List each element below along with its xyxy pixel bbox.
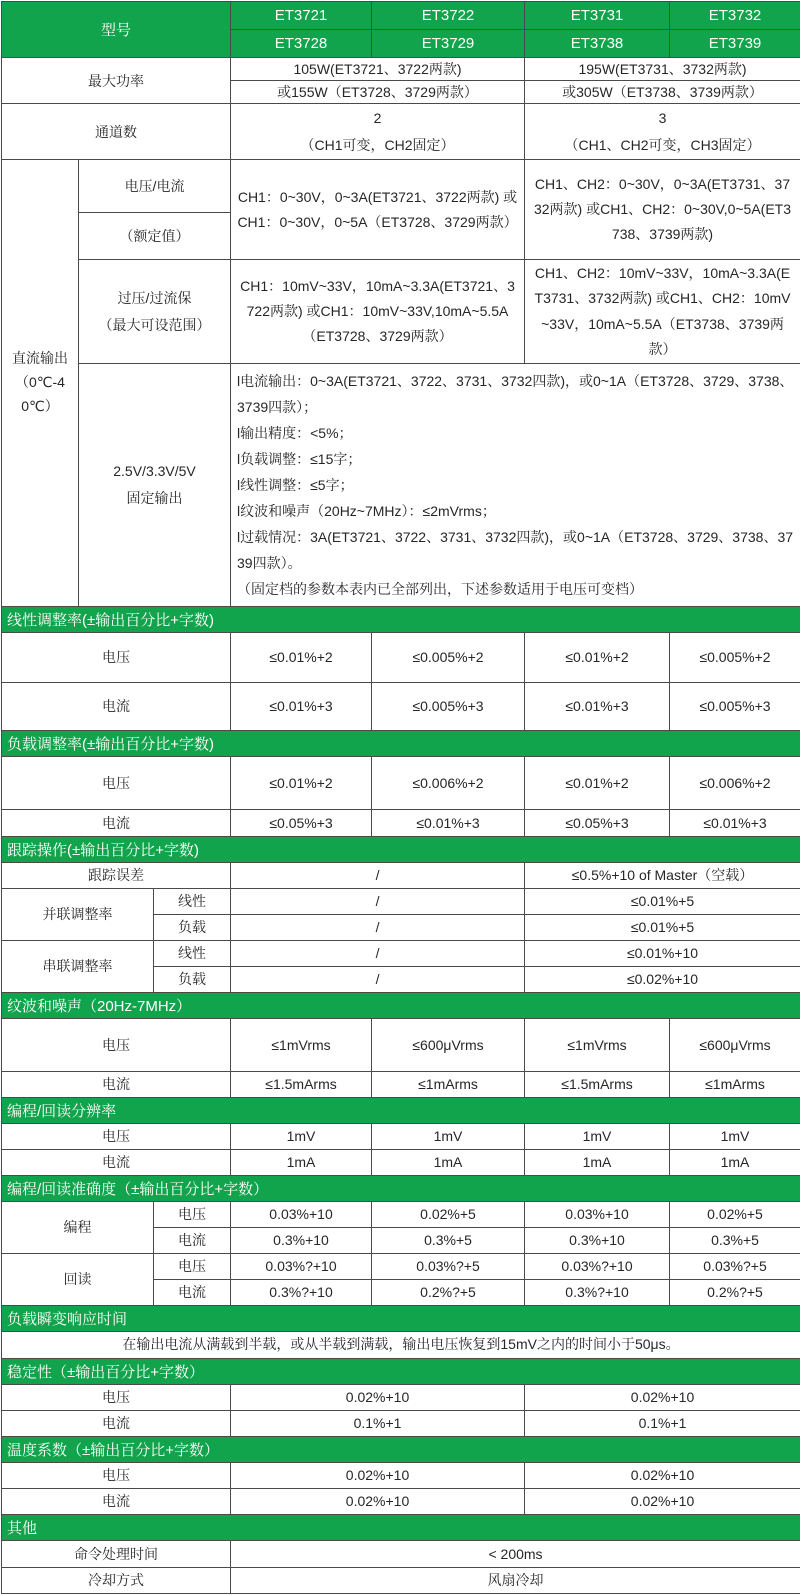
value-cell: ≤0.005%+3	[670, 682, 800, 730]
row-label-voltage: 电压	[2, 756, 231, 809]
table-row	[2, 606, 800, 632]
value-cell: ≤1mArms	[670, 1071, 800, 1097]
channels-right-desc: （CH1、CH2可变，CH3固定）	[529, 132, 796, 159]
table-row	[2, 1514, 800, 1540]
fixed-label-line2: 固定输出	[83, 485, 226, 512]
value-cell: ≤0.01%+5	[525, 914, 800, 940]
fixed-line: （固定档的参数本表内已全部列出，下述参数适用于电压可变档）	[237, 576, 794, 602]
table-row	[2, 1462, 800, 1488]
section-bar-load-reg: 负载调整率(±输出百分比+字数)	[2, 730, 800, 756]
value-cell: 1mV	[231, 1123, 372, 1149]
value-cell: ≤0.05%+3	[525, 809, 670, 836]
model-cell: ET3731	[525, 2, 670, 30]
row-label-current: 电流	[2, 1488, 231, 1514]
section-bar-linear-reg: 线性调整率(±输出百分比+字数)	[2, 606, 800, 632]
value-cell: 0.02%+10	[525, 1488, 800, 1514]
section-bar-resolution: 编程/回读分辨率	[2, 1097, 800, 1123]
max-power-left-b: 或155W（ET3728、3729两款）	[231, 81, 525, 104]
value-cell: 1mA	[525, 1149, 670, 1175]
table-row	[2, 104, 800, 160]
table-row	[2, 1149, 800, 1175]
row-label-current: 电流	[2, 809, 231, 836]
value-cell: 0.3%?+10	[231, 1279, 372, 1305]
model-cell: ET3729	[372, 30, 525, 58]
value-cell: 0.02%+5	[670, 1201, 800, 1227]
row-label-cooling: 冷却方式	[2, 1567, 231, 1593]
channels-left	[231, 104, 525, 160]
value-cell: 0.3%+10	[525, 1227, 670, 1253]
model-cell: ET3739	[670, 30, 800, 58]
value-cell: ≤600μVrms	[670, 1018, 800, 1071]
table-row	[2, 1175, 800, 1201]
value-cell: ≤0.01%+3	[231, 682, 372, 730]
value-cell: 0.03%+10	[525, 1201, 670, 1227]
sub-label-voltage: 电压	[154, 1253, 231, 1279]
sub-label-rated-1: 电压/电流	[79, 160, 231, 213]
table-row	[2, 1305, 800, 1331]
value-cell: 0.02%+10	[525, 1462, 800, 1488]
value-cell: ≤1mVrms	[231, 1018, 372, 1071]
sub-label-voltage: 电压	[154, 1201, 231, 1227]
table-row	[2, 1567, 800, 1593]
table-row	[2, 940, 800, 966]
value-cell: /	[231, 888, 525, 914]
value-cell: ≤0.01%+2	[525, 756, 670, 809]
value-cell: ≤1.5mArms	[525, 1071, 670, 1097]
table-row	[2, 632, 800, 682]
section-bar-others: 其他	[2, 1514, 800, 1540]
table-row	[2, 260, 800, 364]
row-label-current: 电流	[2, 682, 231, 730]
value-cell: ≤0.006%+2	[670, 756, 800, 809]
value-cell: 1mA	[670, 1149, 800, 1175]
value-cell: 0.3%+10	[231, 1227, 372, 1253]
row-label-command-time: 命令处理时间	[2, 1540, 231, 1567]
table-row	[2, 1018, 800, 1071]
channels-left-desc: （CH1可变，CH2固定）	[235, 132, 520, 159]
table-row	[2, 1253, 800, 1279]
fixed-line: l电流输出：0~3A(ET3721、3722、3731、3732四款)，或0~1A（ET3728、3729、3738、3739四款）；	[237, 368, 794, 420]
channels-right-count: 3	[529, 105, 796, 132]
sub-label-current: 电流	[154, 1227, 231, 1253]
section-bar-transient: 负载瞬变响应时间	[2, 1305, 800, 1331]
protection-label-line1: 过压/过流保	[83, 285, 226, 312]
value-cell: 1mV	[372, 1123, 525, 1149]
table-row	[2, 363, 800, 606]
value-cell: 0.1%+1	[525, 1410, 800, 1436]
value-cell: ≤0.01%+2	[525, 632, 670, 682]
value-cell: /	[231, 940, 525, 966]
protection-right: CH1、CH2：10mV~33V，10mA~3.3A(ET3731、3732两款) 或CH1、CH2：10mV~33V，10mA~5.5A（ET3738、3739两款）	[525, 260, 800, 364]
sub-label-current: 电流	[154, 1279, 231, 1305]
section-bar-accuracy: 编程/回读准确度（±输出百分比+字数）	[2, 1175, 800, 1201]
table-row	[2, 730, 800, 756]
table-row	[2, 1384, 800, 1410]
value-cell: 0.03%+10	[231, 1201, 372, 1227]
table-row	[2, 682, 800, 730]
table-row	[2, 1123, 800, 1149]
fixed-line: l输出精度：<5%；	[237, 420, 794, 446]
value-cell: 0.02%+5	[372, 1201, 525, 1227]
table-row	[2, 58, 800, 81]
value-cell: 1mV	[670, 1123, 800, 1149]
row-label-series-reg: 串联调整率	[2, 940, 154, 992]
value-cell: 0.02%+10	[231, 1488, 525, 1514]
row-label-voltage: 电压	[2, 1018, 231, 1071]
sub-label-protection	[79, 260, 231, 364]
value-cell: ≤1.5mArms	[231, 1071, 372, 1097]
model-header-label: 型号	[2, 2, 231, 58]
spec-table	[1, 1, 800, 1594]
value-cell: ≤0.02%+10	[525, 966, 800, 992]
table-row	[2, 809, 800, 836]
value-cell: ≤0.006%+2	[372, 756, 525, 809]
model-cell: ET3738	[525, 30, 670, 58]
row-label-channels: 通道数	[2, 104, 231, 160]
table-row	[2, 160, 800, 213]
row-label-voltage: 电压	[2, 1384, 231, 1410]
sub-label-load: 负载	[154, 966, 231, 992]
value-cell: ≤0.01%+3	[670, 809, 800, 836]
fixed-output-details	[231, 363, 800, 606]
value-cell: 0.3%?+10	[525, 1279, 670, 1305]
value-cell: 0.3%+5	[670, 1227, 800, 1253]
sub-label-load: 负载	[154, 914, 231, 940]
value-cell: 1mA	[231, 1149, 372, 1175]
value-cell: ≤0.5%+10 of Master（空载）	[525, 862, 800, 888]
model-cell: ET3732	[670, 2, 800, 30]
table-row	[2, 1488, 800, 1514]
protection-left: CH1：10mV~33V，10mA~3.3A(ET3721、3722两款) 或CH1：10mV~33V,10mA~5.5A（ET3728、3729两款）	[231, 260, 525, 364]
transient-description: 在输出电流从满载到半载，或从半载到满载，输出电压恢复到15mV之内的时间小于50μs。	[2, 1331, 800, 1358]
sub-label-rated-2: （额定值）	[79, 213, 231, 260]
table-row	[2, 2, 800, 30]
value-cell: ≤0.005%+2	[670, 632, 800, 682]
fixed-label-line1: 2.5V/3.3V/5V	[83, 458, 226, 485]
value-cell: ≤0.01%+10	[525, 940, 800, 966]
value-cell: 0.02%+10	[525, 1384, 800, 1410]
row-label-tracking-error: 跟踪误差	[2, 862, 231, 888]
row-label-voltage: 电压	[2, 632, 231, 682]
model-cell: ET3728	[231, 30, 372, 58]
value-cell: ≤0.01%+2	[231, 756, 372, 809]
fixed-line: l线性调整：≤5字；	[237, 472, 794, 498]
table-row	[2, 992, 800, 1018]
value-cell: 0.2%?+5	[670, 1279, 800, 1305]
fixed-line: l负载调整：≤15字；	[237, 446, 794, 472]
rated-right: CH1、CH2：0~30V，0~3A(ET3731、3732两款) 或CH1、CH2：0~30V,0~5A(ET3738、3739两款)	[525, 160, 800, 260]
fixed-line: l纹波和噪声（20Hz~7MHz）：≤2mVrms；	[237, 498, 794, 524]
section-bar-tracking: 跟踪操作(±输出百分比+字数)	[2, 836, 800, 862]
value-cell: ≤0.05%+3	[231, 809, 372, 836]
row-label-voltage: 电压	[2, 1462, 231, 1488]
value-cell: ≤0.01%+5	[525, 888, 800, 914]
table-row	[2, 1410, 800, 1436]
table-row	[2, 1436, 800, 1462]
value-cell: 1mA	[372, 1149, 525, 1175]
table-row	[2, 1358, 800, 1384]
value-cell: ≤1mArms	[372, 1071, 525, 1097]
row-label-readback: 回读	[2, 1253, 154, 1305]
table-row	[2, 1540, 800, 1567]
table-row	[2, 1097, 800, 1123]
row-label-voltage: 电压	[2, 1123, 231, 1149]
sub-label-linear: 线性	[154, 940, 231, 966]
table-row	[2, 1201, 800, 1227]
value-cell: ≤0.01%+3	[525, 682, 670, 730]
row-label-current: 电流	[2, 1149, 231, 1175]
value-cell: 风扇冷却	[231, 1567, 800, 1593]
value-cell: ≤0.01%+2	[231, 632, 372, 682]
table-row	[2, 756, 800, 809]
value-cell: 0.03%?+5	[670, 1253, 800, 1279]
table-row	[2, 1071, 800, 1097]
channels-right	[525, 104, 800, 160]
value-cell: ≤0.005%+2	[372, 632, 525, 682]
rated-left: CH1：0~30V，0~3A(ET3721、3722两款) 或CH1：0~30V，0~5A（ET3728、3729两款）	[231, 160, 525, 260]
sub-label-linear: 线性	[154, 888, 231, 914]
value-cell: 0.03%?+10	[231, 1253, 372, 1279]
model-cell: ET3721	[231, 2, 372, 30]
value-cell: 1mV	[525, 1123, 670, 1149]
value-cell: ≤0.01%+3	[372, 809, 525, 836]
table-row	[2, 862, 800, 888]
max-power-left-a: 105W(ET3721、3722两款)	[231, 58, 525, 81]
value-cell: ≤600μVrms	[372, 1018, 525, 1071]
row-label-parallel-reg: 并联调整率	[2, 888, 154, 940]
value-cell: /	[231, 966, 525, 992]
section-bar-temp-coeff: 温度系数（±输出百分比+字数）	[2, 1436, 800, 1462]
value-cell: 0.03%?+5	[372, 1253, 525, 1279]
row-label-program: 编程	[2, 1201, 154, 1253]
channels-left-count: 2	[235, 105, 520, 132]
value-cell: 0.1%+1	[231, 1410, 525, 1436]
value-cell: ≤1mVrms	[525, 1018, 670, 1071]
row-label-current: 电流	[2, 1410, 231, 1436]
value-cell: 0.2%?+5	[372, 1279, 525, 1305]
value-cell: /	[231, 914, 525, 940]
row-label-current: 电流	[2, 1071, 231, 1097]
value-cell: < 200ms	[231, 1540, 800, 1567]
value-cell: 0.02%+10	[231, 1384, 525, 1410]
max-power-right-a: 195W(ET3731、3732两款)	[525, 58, 800, 81]
row-label-dc-output: 直流输出（0℃-40℃）	[2, 160, 79, 607]
row-label-max-power: 最大功率	[2, 58, 231, 104]
table-row	[2, 1331, 800, 1358]
max-power-right-b: 或305W（ET3738、3739两款）	[525, 81, 800, 104]
section-bar-ripple: 纹波和噪声（20Hz-7MHz）	[2, 992, 800, 1018]
value-cell: 0.03%?+10	[525, 1253, 670, 1279]
model-cell: ET3722	[372, 2, 525, 30]
value-cell: 0.02%+10	[231, 1462, 525, 1488]
fixed-line: l过载情况：3A(ET3721、3722、3731、3732四款)，或0~1A（ET3728、3729、3738、3739四款）。	[237, 524, 794, 576]
protection-label-line2: （最大可设范围）	[83, 312, 226, 339]
sub-label-fixed-output	[79, 363, 231, 606]
value-cell: ≤0.005%+3	[372, 682, 525, 730]
value-cell: /	[231, 862, 525, 888]
section-bar-stability: 稳定性（±输出百分比+字数）	[2, 1358, 800, 1384]
value-cell: 0.3%+5	[372, 1227, 525, 1253]
table-row	[2, 836, 800, 862]
table-row	[2, 888, 800, 914]
